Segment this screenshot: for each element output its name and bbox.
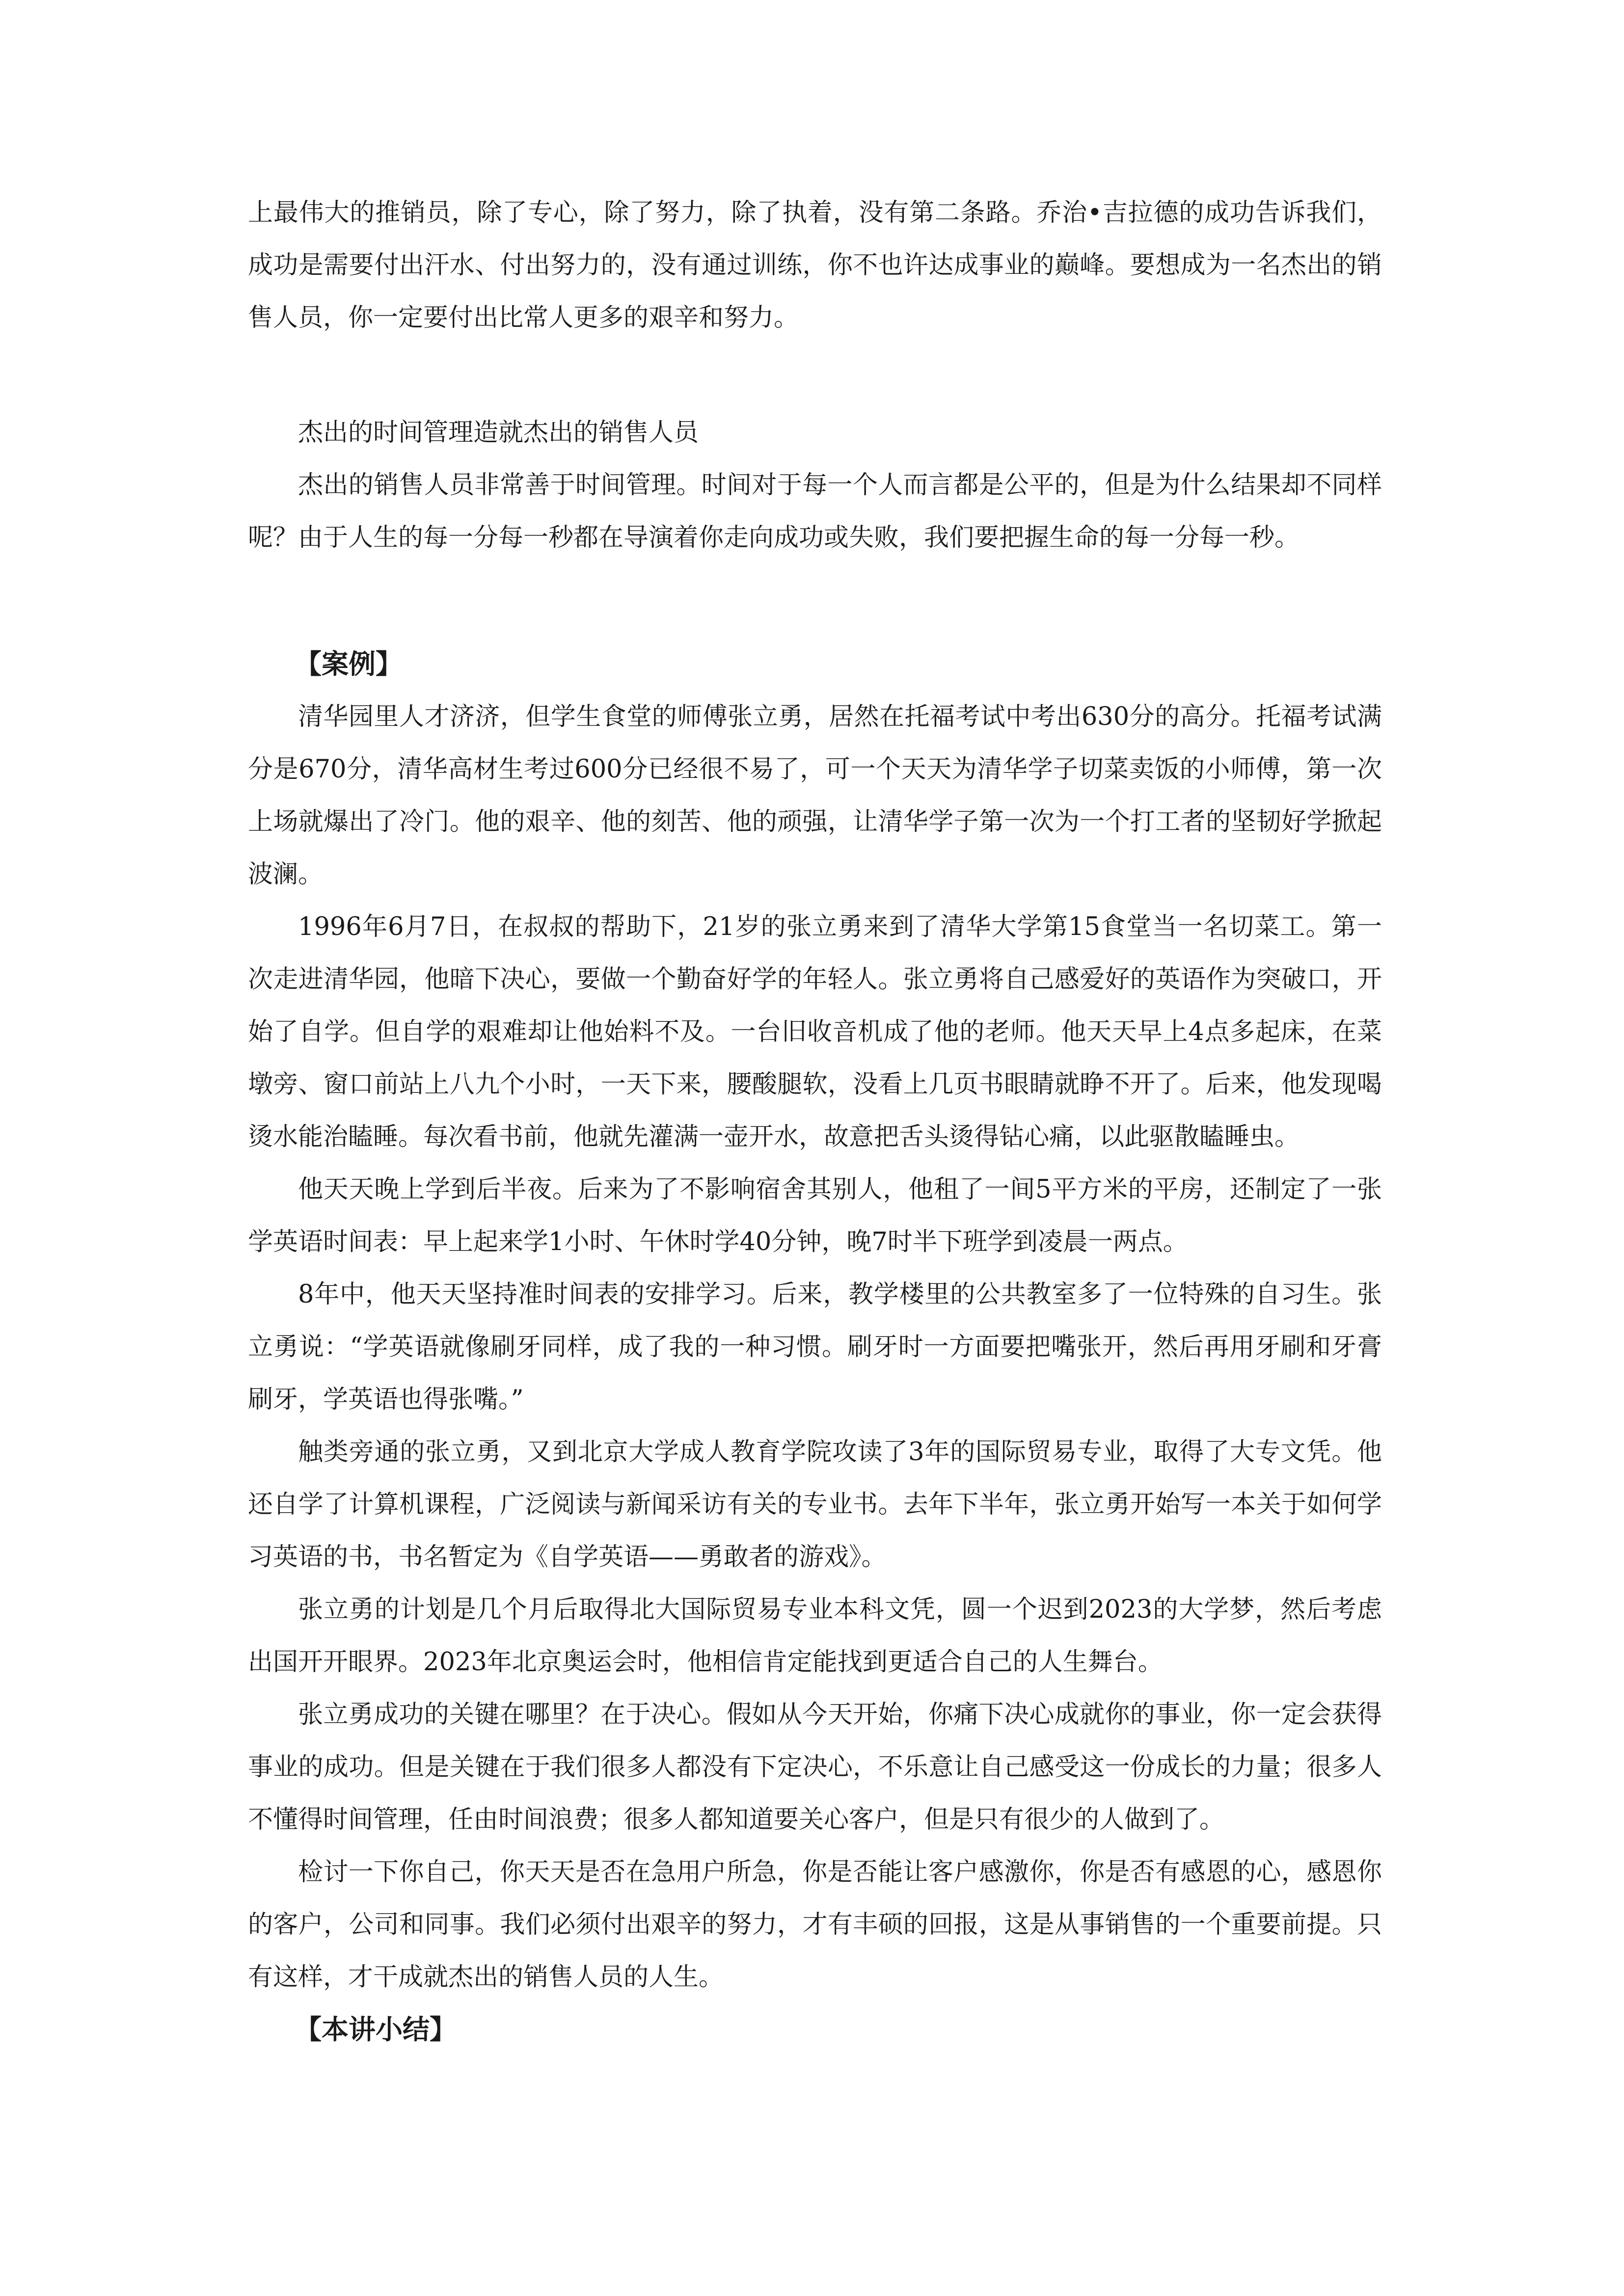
case-paragraph: 8年中，他天天坚持准时间表的安排学习。后来，教学楼里的公共教室多了一位特殊的自习生。张立勇说：“学英语就像刷牙同样，成了我的一种习惯。刷牙时一方面要把嘴张开，然后再用牙刷和牙膏刷牙，学英语也得张嘴。” (248, 1280, 1382, 1414)
case-paragraph: 检讨一下你自己，你天天是否在急用户所急，你是否能让客户感激你，你是否有感恩的心，感恩你的客户，公司和同事。我们必须付出艰辛的努力，才有丰硕的回报，这是从事销售的一个重要前提。只有这样，才干成就杰出的销售人员的人生。 (248, 1858, 1382, 1992)
time-management-section (248, 406, 1382, 564)
summary-heading: 【本讲小结】 (295, 2014, 457, 2045)
intro-paragraph: 上最伟大的推销员，除了专心，除了努力，除了执着，没有第二条路。乔治•吉拉德的成功告诉我们，成功是需要付出汗水、付出努力的，没有通过训练，你不也许达成事业的巅峰。要想成为一名杰出的销售人员，你一定要付出比常人更多的艰辛和努力。 (248, 198, 1382, 332)
section-heading: 杰出的时间管理造就杰出的销售人员 (298, 418, 699, 447)
case-paragraph: 张立勇的计划是几个月后取得北大国际贸易专业本科文凭，圆一个迟到2023的大学梦，然后考虑出国开开眼界。2023年北京奥运会时，他相信肯定能找到更适合自己的人生舞台。 (248, 1595, 1382, 1677)
case-paragraph: 1996年6月7日，在叔叔的帮助下，21岁的张立勇来到了清华大学第15食堂当一名切菜工。第一次走进清华园，他暗下决心，要做一个勤奋好学的年轻人。张立勇将自己感爱好的英语作为突破口，开始了自学。但自学的艰难却让他始料不及。一台旧收音机成了他的老师。他天天早上4点多起床，在菜墩旁、窗口前站上八九个小时，一天下来，腰酸腿软，没看上几页书眼睛就睁不开了。后来，他发现喝烫水能治瞌睡。每次看书前，他就先灌满一壶开水，故意把舌头烫得钻心痛，以此驱散瞌睡虫。 (248, 912, 1382, 1151)
case-paragraph: 张立勇成功的关键在哪里？在于决心。假如从今天开始，你痛下决心成就你的事业，你一定会获得事业的成功。但是关键在于我们很多人都没有下定决心，不乐意让自己感受这一份成长的力量；很多人不懂得时间管理，任由时间浪费；很多人都知道要关心客户，但是只有很少的人做到了。 (248, 1700, 1382, 1834)
case-paragraph: 他天天晚上学到后半夜。后来为了不影响宿舍其别人，他租了一间5平方米的平房，还制定了一张学英语时间表：早上起来学1小时、午休时学40分钟，晚7时半下班学到凌晨一两点。 (248, 1175, 1382, 1256)
case-section (248, 638, 1382, 2056)
case-paragraph: 触类旁通的张立勇，又到北京大学成人教育学院攻读了3年的国际贸易专业，取得了大专文凭。他还自学了计算机课程，广泛阅读与新闻采访有关的专业书。去年下半年，张立勇开始写一本关于如何学习英语的书，书名暂定为《自学英语——勇敢者的游戏》。 (248, 1438, 1382, 1572)
section-body: 杰出的销售人员非常善于时间管理。时间对于每一个人而言都是公平的，但是为什么结果却不同样呢？由于人生的每一分每一秒都在导演着你走向成功或失败，我们要把握生命的每一分每一秒。 (248, 471, 1382, 552)
intro-section (248, 187, 1382, 344)
case-heading: 【案例】 (295, 648, 403, 680)
case-paragraph: 清华园里人才济济，但学生食堂的师傅张立勇，居然在托福考试中考出630分的高分。托福考试满分是670分，清华高材生考过600分已经很不易了，可一个天天为清华学子切菜卖饭的小师傅，第一次上场就爆出了冷门。他的艰辛、他的刻苦、他的顽强，让清华学子第一次为一个打工者的坚韧好学掀起波澜。 (248, 702, 1382, 889)
